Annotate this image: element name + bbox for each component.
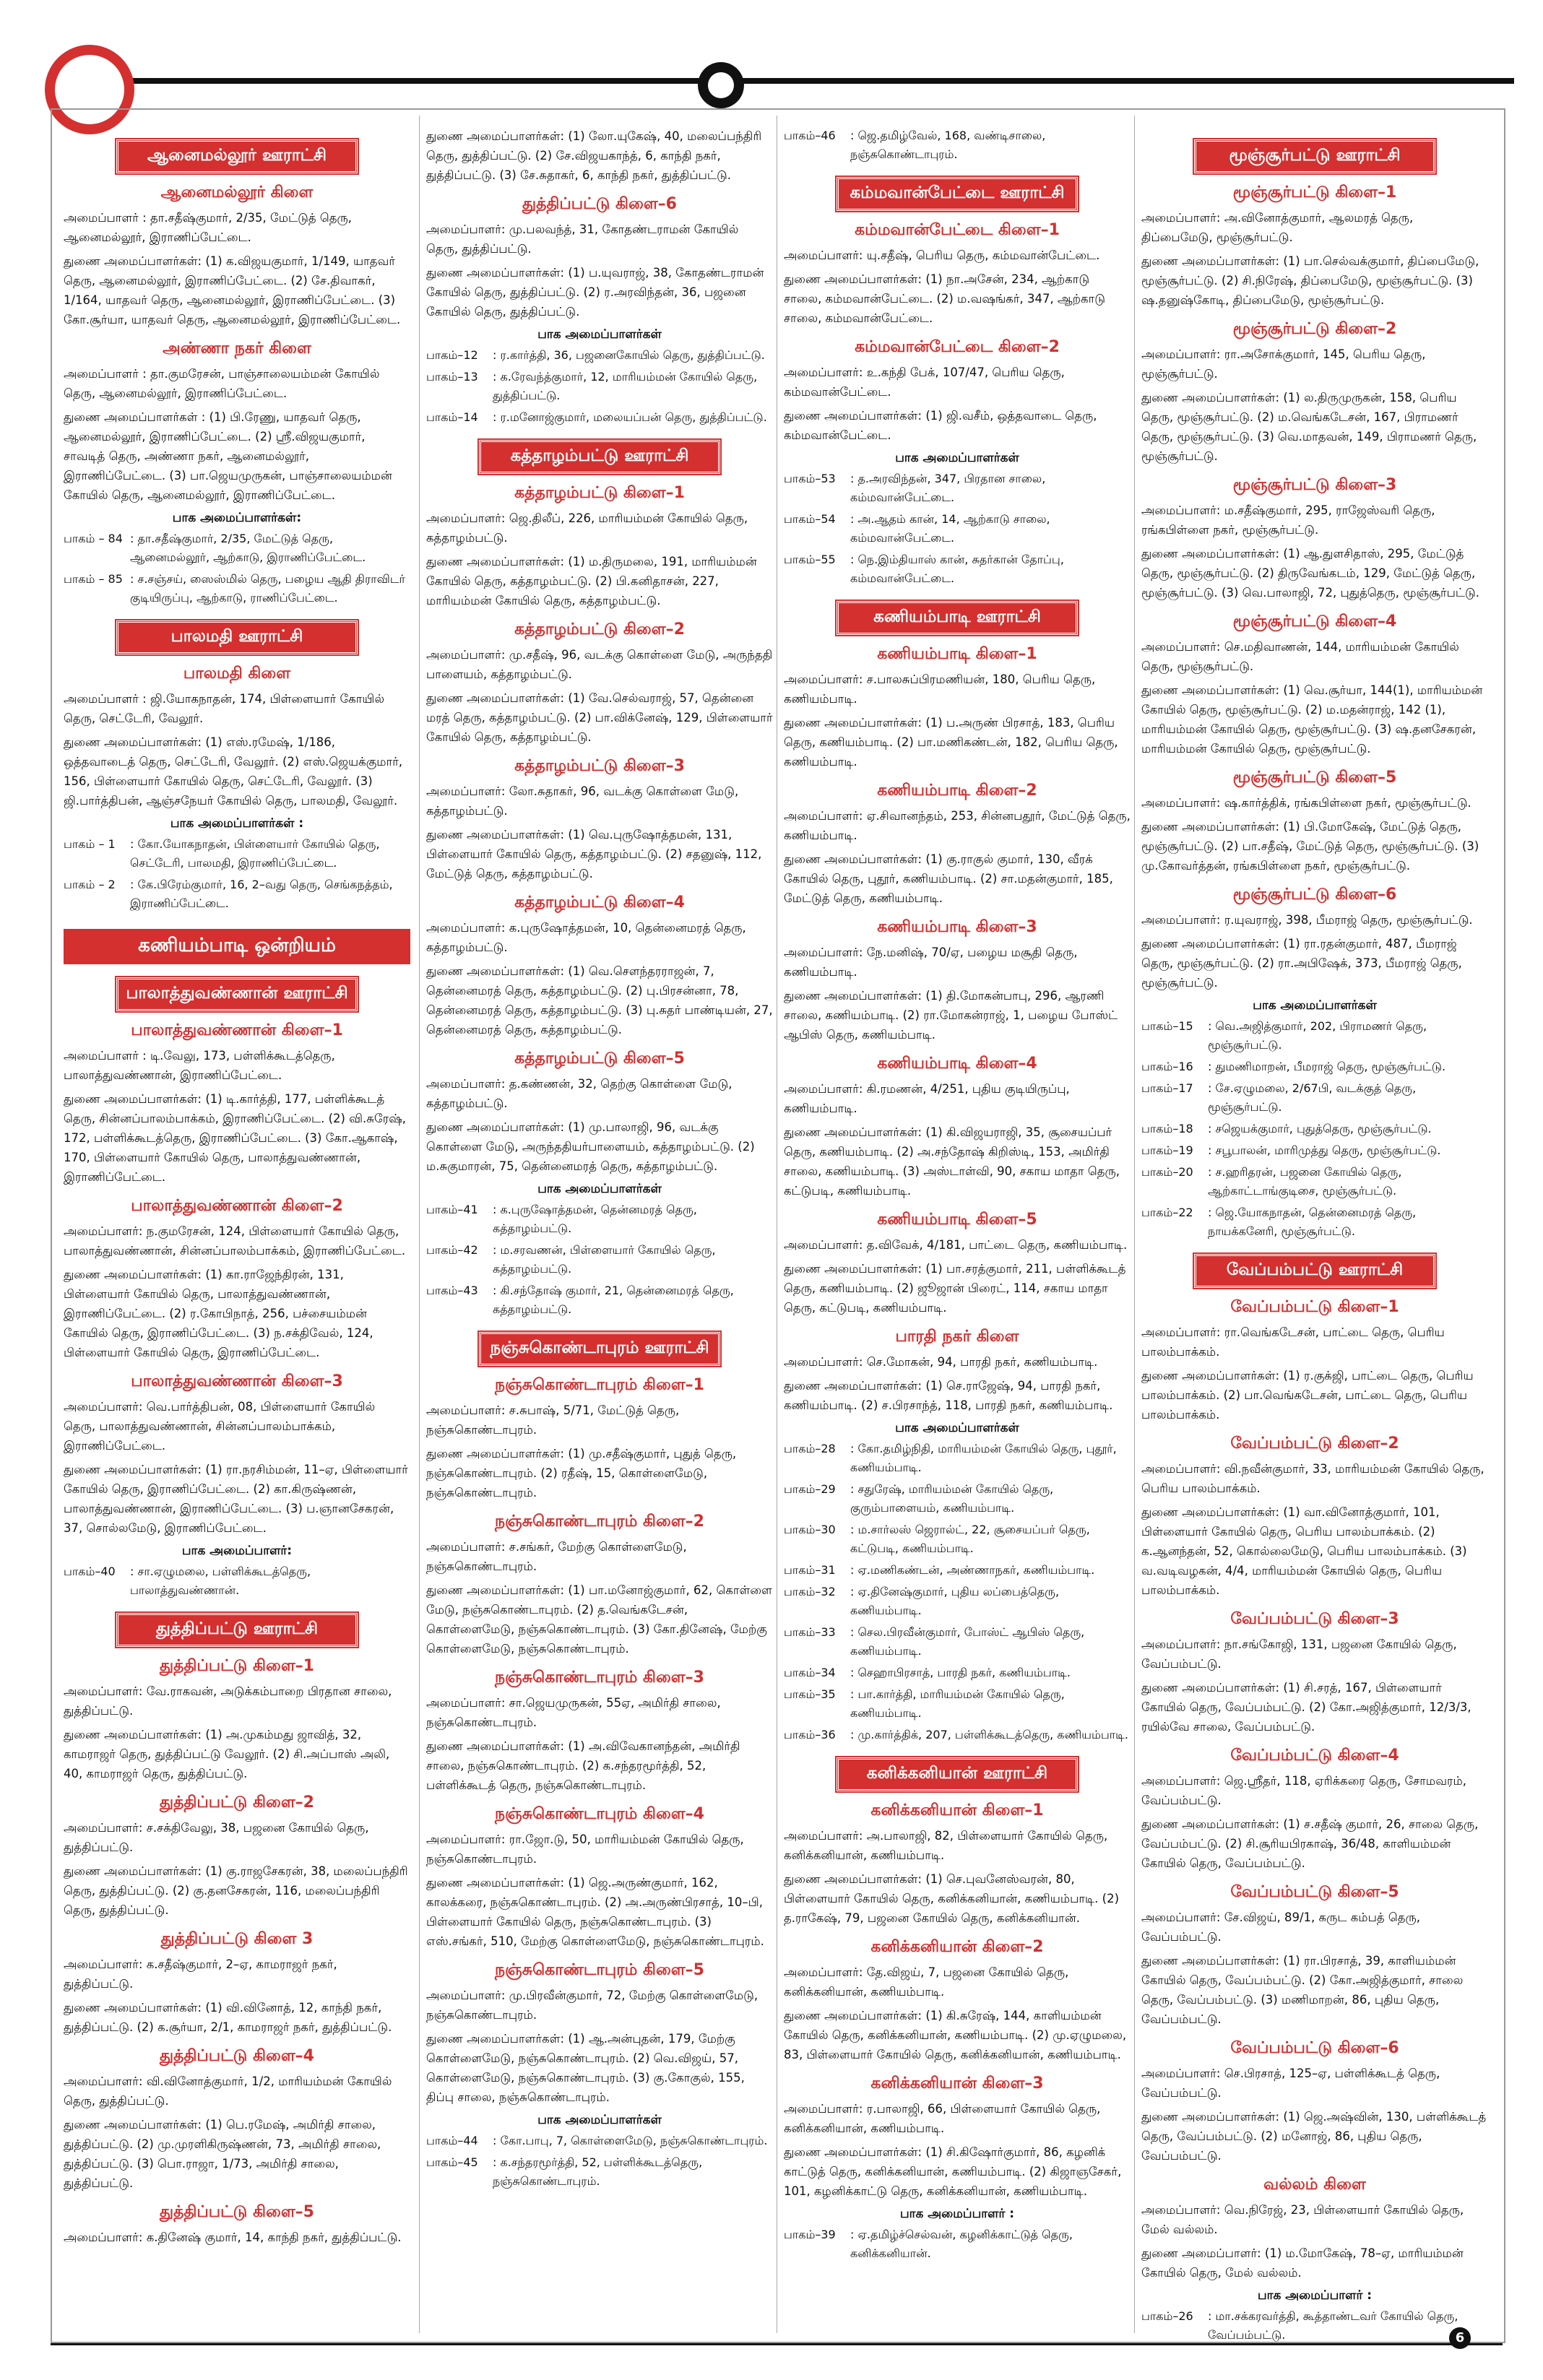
booth-number: பாகம்–32 — [784, 1585, 836, 1598]
booth-number: பாகம்–42 — [426, 1243, 478, 1257]
branch-heading: பாலமதி கிளை — [183, 665, 291, 683]
booth-number: பாகம்–53 — [784, 472, 836, 485]
deputy-organizers-entry: துணை அமைப்பாளர்கள்: (1) செ.ராஜேஷ், 94, பாரதி நகர், கணியம்பாடி. (2) ச.பிரசாந்த், 118, பாரதி நகர், கணியம்பாடி. — [784, 1379, 1113, 1412]
panchayat-heading: மூஞ்சூர்பட்டு ஊராட்சி — [1194, 139, 1435, 173]
booth-row — [1141, 1203, 1488, 1241]
deputy-organizers-entry: துணை அமைப்பாளர்கள்: (1) பா.செல்வக்குமார், திப்பைமேடு, மூஞ்சூர்பட்டு. (2) சி.நிரேஷ், திப்பைமேடு, மூஞ்சூர்பட்டு. (3) ஷ.தனுஷ்கோடி, திப்பைமேடு, மூஞ்சூர்பட்டு. — [1141, 254, 1479, 307]
booth-organizer: : ச.ஹரிதரன், பஜனை கோயில் தெரு, ஆற்காட்டாங்குடிசை, மூஞ்சூர்பட்டு. — [1208, 1165, 1402, 1198]
booth-organizer: : ஏ.தினேஷ்குமார், புதிய லப்பைத்தெரு, கணியம்பாடி. — [850, 1585, 1060, 1617]
column-divider — [1134, 116, 1135, 2333]
booth-organizer: : சஜெயக்குமார், புதுத்தெரு, மூஞ்சூர்பட்டு. — [1208, 1122, 1432, 1135]
organizer-entry: அமைப்பாளர்: தே.விஜய், 7, பஜனை கோயில் தெரு, கனிக்கனியான், கணியம்பாடி. — [784, 1965, 1069, 1999]
booth-row — [1141, 1120, 1488, 1138]
booth-number: பாகம்–36 — [784, 1728, 836, 1741]
branch-heading: துத்திப்பட்டு கிளை 3 — [160, 1930, 314, 1948]
booth-row — [426, 1241, 773, 1278]
panchayat-heading: கத்தாழம்பட்டு ஊராட்சி — [479, 440, 720, 474]
branch-heading: வேப்பம்பட்டு கிளை–3 — [1230, 1610, 1399, 1628]
organizer-entry: அமைப்பாளர்: உ.கந்தி பேக், 107/47, பெரிய தெரு, கம்மவான்பேட்டை. — [784, 365, 1065, 399]
organizer-entry: அமைப்பாளர்: ச.சுபாஷ், 5/71, மேட்டுத் தெரு, நஞ்சுகொண்டாபுரம். — [426, 1403, 680, 1437]
branch-heading: வேப்பம்பட்டு கிளை–2 — [1230, 1435, 1399, 1453]
deputy-organizers-entry: துணை அமைப்பாளர்கள்: (1) க.விஜயகுமார், 1/149, யாதவர் தெரு, ஆனைமல்லூர், இராணிப்பேட்டை. (2) சே.திவாகர், 1/164, யாதவர் தெரு, ஆனைமல்லூர், இராணிப்பேட்டை. (3) கோ.சூர்யா, யாதவர் தெரு, ஆனைமல்லூர், இராணிப்பேட்டை. — [64, 254, 401, 326]
branch-heading: பாலாத்துவண்ணான் கிளை–1 — [131, 1021, 343, 1039]
section-subheading: பாக அமைப்பாளர்கள் — [895, 451, 1019, 465]
booth-row — [1141, 1141, 1488, 1160]
deputy-organizers-entry: துணை அமைப்பாளர்கள்: (1) ஜி.வசீம், ஒத்தவாடை தெரு, கம்மவான்பேட்டை. — [784, 409, 1097, 442]
booth-organizer: : ர.கார்த்தி, 36, பஜனைகோயில் தெரு, துத்திப்பட்டு. — [493, 348, 765, 362]
deputy-organizers-entry: துணை அமைப்பாளர்கள்: (1) வே.செல்வராஜ், 57, தென்னை மரத் தெரு, கத்தாழம்பட்டு. (2) பா.விக்னேஷ், 129, பிள்ளையார் கோயில் தெரு, கத்தாழம்பட்டு. — [426, 691, 773, 744]
booth-number: பாகம்–30 — [784, 1523, 836, 1536]
organizer-entry: அமைப்பாளர்: சே.விஜய், 89/1, கருட கம்பத் தெரு, வேப்பம்பட்டு. — [1141, 1911, 1420, 1944]
organizer-entry: அமைப்பாளர்: ஜெ.ஸ்ரீதர், 118, ஏரிக்கரை தெரு, சோமவரம், வேப்பம்பட்டு. — [1141, 1774, 1467, 1807]
booth-organizer: : சா.ஏழுமலை, பள்ளிக்கூடத்தெரு, பாலாத்துவண்ணான். — [130, 1565, 311, 1597]
section-subheading: பாக அமைப்பாளர்கள் — [537, 2113, 662, 2127]
booth-number: பாகம்–41 — [426, 1203, 478, 1216]
booth-number: பாகம்–28 — [784, 1442, 836, 1455]
deputy-organizers-entry: துணை அமைப்பாளர்: (1) ம.மோகேஷ், 78–ஏ, மாரியம்மன் கோயில் தெரு, மேல் வல்லம். — [1141, 2246, 1464, 2280]
header-rule — [116, 78, 1514, 84]
booth-number: பாகம்–16 — [1141, 1060, 1193, 1073]
booth-row — [784, 1561, 1131, 1580]
booth-number: பாகம்–39 — [784, 2228, 836, 2241]
organizer-entry: அமைப்பாளர்: ரா.வெங்கடேசன், பாட்டை தெரு, பெரிய பாலம்பாக்கம். — [1141, 1325, 1445, 1359]
booth-number: பாகம்–31 — [784, 1563, 836, 1577]
deputy-organizers-entry: துணை அமைப்பாளர்கள்: (1) ஜெ.அருண்குமார், 162, காலக்கரை, நஞ்சுகொண்டாபுரம். (2) அ.அருண்பிரசாத், 10–பி, பிள்ளையார் கோயில் தெரு, நஞ்சுகொண்டாபுரம். (3) எஸ்.சங்கர், 510, மேற்கு கொள்ளைமேடு, நஞ்சுகொண்டாபுரம். — [426, 1876, 764, 1948]
branch-heading: நஞ்சுகொண்டாபுரம் கிளை–3 — [495, 1669, 704, 1687]
organizer-entry: அமைப்பாளர்: அ.வினோத்குமார், ஆலமரத் தெரு, திப்பைமேடு, மூஞ்சூர்பட்டு. — [1141, 211, 1414, 244]
deputy-organizers-entry: துணை அமைப்பாளர்கள்: (1) பெ.ரமேஷ், அமிர்தி சாலை, துத்திப்பட்டு. (2) மு.முரளிகிருஷ்ணன், 73, அமிர்தி சாலை, துத்திப்பட்டு. (3) பொ.ராஜா, 1/73, அமிர்தி சாலை, துத்திப்பட்டு. — [64, 2118, 381, 2190]
booth-organizer: : மா.சக்கரவர்த்தி, கூத்தாண்டவர் கோயில் தெரு, வேப்பம்பட்டு. — [1208, 2309, 1458, 2342]
booth-number: பாகம்–43 — [426, 1284, 478, 1297]
organizer-entry: அமைப்பாளர்: செ.மதிவாணன், 144, மாரியம்மன் கோயில் தெரு, மூஞ்சூர்பட்டு. — [1141, 640, 1459, 673]
booth-row — [426, 346, 773, 365]
section-subheading: பாக அமைப்பாளர்கள் — [1253, 998, 1377, 1013]
deputy-organizers-entry: துணை அமைப்பாளர்கள்: (1) அ.முகம்மது ஜாவித், 32, காமராஜர் தெரு, துத்திப்பட்டு வேலூர். (2) சி.அப்பாஸ் அலி, 40, காமராஜர் தெரு, துத்திப்பட்டு. — [64, 1728, 390, 1780]
booth-row — [426, 408, 773, 427]
branch-heading: மூஞ்சூர்பட்டு கிளை–4 — [1232, 613, 1397, 631]
booth-row — [1141, 2307, 1488, 2345]
branch-heading: கணியம்பாடி கிளை–4 — [877, 1055, 1037, 1073]
deputy-organizers-entry: துணை அமைப்பாளர்கள்: (1) சி.சரத், 167, பிள்ளையார் கோயில் தெரு, வேப்பம்பட்டு. (2) கோ.அஜித்குமார், 12/3/3, ரயில்வே சாலை, வேப்பம்பட்டு. — [1141, 1681, 1471, 1734]
deputy-organizers-entry: துணை அமைப்பாளர்கள்: (1) கா.ராஜேந்திரன், 131, பிள்ளையார் கோயில் தெரு, பாலாத்துவண்ணான், இராணிப்பேட்டை. (2) ர.கோபிநாத், 256, பச்சையம்மன் கோயில் தெரு, இராணிப்பேட்டை. (3) ந.சக்திவேல், 124, பிள்ளையார் கோயில் தெரு, இராணிப்பேட்டை. — [64, 1268, 373, 1359]
booth-row — [784, 469, 1131, 507]
deputy-organizers-entry: துணை அமைப்பாளர்கள்: (1) மு.பாலாஜி, 96, வடக்கு கொள்ளை மேடு, அருந்ததியர்பாளையம், கத்தாழம்பட்டு. (2) ம.சுகுமாரன், 75, தென்னைமரத் தெரு, கத்தாழம்பட்டு. — [426, 1120, 755, 1173]
deputy-organizers-entry: துணை அமைப்பாளர்கள்: (1) வா.வினோத்குமார், 101, பிள்ளையார் கோயில் தெரு, பெரிய பாலம்பாக்கம். (2) க.ஆனந்தன், 52, கொல்லைமேடு, பெரிய பாலம்பாக்கம். (3) வ.வடிவழகன், 4/4, மாரியம்மன் கோயில் தெரு, பெரிய பாலம்பாக்கம். — [1141, 1505, 1467, 1597]
booth-organizer: : கோ.யோகநாதன், பிள்ளையார் கோயில் தெரு, செட்டேரி, பாலமதி, இராணிப்பேட்டை. — [130, 837, 380, 870]
branch-heading: துத்திப்பட்டு கிளை–4 — [160, 2047, 314, 2065]
branch-heading: கனிக்கனியான் கிளை–3 — [870, 2074, 1044, 2093]
booth-number: பாகம்–44 — [426, 2134, 478, 2147]
deputy-organizers-entry: துணை அமைப்பாளர்கள்: (1) வெ.புருஷோத்தமன், 131, பிள்ளையார் கோயில் தெரு, கத்தாழம்பட்டு. (2) சதனுஷ், 112, மேட்டுத் தெரு, கத்தாழம்பட்டு. — [426, 828, 762, 880]
deputy-organizers-entry: துணை அமைப்பாளர்கள்: (1) மு.சதீஷ்குமார், புதுத் தெரு, நஞ்சுகொண்டாபுரம். (2) ரதீஷ், 15, கொள்ளைமேடு, நஞ்சுகொண்டாபுரம். — [426, 1447, 737, 1500]
branch-heading: மூஞ்சூர்பட்டு கிளை–3 — [1232, 476, 1397, 494]
deputy-organizers-entry: துணை அமைப்பாளர்கள்: (1) சி.கிஷோர்குமார், 86, கழனிக் காட்டுத் தெரு, கனிக்கனியான், கணியம்பாடி. (2) கிஜாஞசேகர், 101, கழனிக்காட்டு தெரு, கனிக்கனியான், கணியம்பாடி. — [784, 2145, 1122, 2198]
booth-organizer: : நெ.இம்தியாஸ் கான், சுதர்கான் தோப்பு, கம்மவான்பேட்டை. — [850, 553, 1064, 585]
booth-organizer: : ம.சரவணன், பிள்ளையார் கோயில் தெரு, கத்தாழம்பட்டு. — [493, 1243, 716, 1276]
booth-organizer: : சே.ஏழுமலை, 2/67பி, வடக்குத் தெரு, மூஞ்சூர்பட்டு. — [1208, 1081, 1417, 1114]
panchayat-heading: கம்மவான்பேட்டை ஊராட்சி — [837, 177, 1078, 211]
branch-heading: கணியம்பாடி கிளை–1 — [877, 645, 1037, 663]
branch-heading: மூஞ்சூர்பட்டு கிளை–6 — [1232, 886, 1397, 904]
branch-heading: துத்திப்பட்டு கிளை–1 — [160, 1657, 314, 1675]
booth-number: பாகம்–29 — [784, 1482, 836, 1496]
organizer-entry: அமைப்பாளர்: த.கண்ணன், 32, தெற்கு கொள்ளை மேடு, கத்தாழம்பட்டு. — [426, 1077, 732, 1110]
organizer-entry: அமைப்பாளர்: க.புருஷோத்தமன், 10, தென்னைமரத் தெரு, கத்தாழம்பட்டு. — [426, 921, 746, 954]
booth-organizer: : சதுரேஷ், மாரியம்மன் கோயில் தெரு, குரும்பாளையம், கணியம்பாடி. — [850, 1482, 1054, 1515]
booth-organizer: : ஜெ.தமிழ்வேல், 168, வண்டிசாலை, நஞ்சுகொண்டாபுரம். — [850, 129, 1046, 161]
booth-row — [784, 1726, 1131, 1744]
column-3 — [784, 126, 1131, 2266]
booth-number: பாகம்–12 — [426, 348, 478, 362]
organizer-entry: அமைப்பாளர்: செ.பிரசாத், 125–ஏ, பள்ளிக்கூடத் தெரு, வேப்பம்பட்டு. — [1141, 2067, 1440, 2100]
booth-organizer: : செல.பிரவீன்குமார், போஸ்ட் ஆபிஸ் தெரு, கணியம்பாடி. — [850, 1625, 1085, 1658]
booth-number: பாகம்–19 — [1141, 1143, 1193, 1157]
branch-heading: ஆனைமல்லூர் கிளை — [160, 183, 314, 202]
deputy-organizers-entry: துணை அமைப்பாளர்கள்: (1) ல.திருமுருகன், 158, பெரிய தெரு, மூஞ்சூர்பட்டு. (2) ம.வெங்கடேசன், 167, பிராமணர் தெரு, மூஞ்சூர்பட்டு. (3) வெ.மாதவன், 149, பிராமணர் தெரு, மூஞ்சூர்பட்டு. — [1141, 391, 1477, 463]
booth-organizer: : ஜெ.யோகநாதன், தென்னைமரத் தெரு, நாயக்கனேரி, மூஞ்சூர்பட்டு. — [1208, 1206, 1417, 1238]
branch-heading: கணியம்பாடி கிளை–5 — [877, 1211, 1037, 1229]
organizer-entry: அமைப்பாளர்: ம.சதீஷ்குமார், 295, ராஜேஸ்வரி தெரு, ரங்கபிள்ளை நகர், மூஞ்சூர்பட்டு. — [1141, 503, 1435, 537]
organizer-entry: அமைப்பாளர்: நா.சங்கோஜி, 131, பஜனை கோயில் தெரு, வேப்பம்பட்டு. — [1141, 1637, 1457, 1671]
booth-row — [426, 1281, 773, 1319]
column-divider — [419, 116, 420, 2333]
booth-number: பாகம்–33 — [784, 1625, 836, 1639]
branch-heading: கத்தாழம்பட்டு கிளை–2 — [514, 620, 685, 639]
booth-number: பாகம்–26 — [1141, 2309, 1193, 2323]
logo-center — [708, 72, 734, 98]
organizer-entry: அமைப்பாளர்: வெ.நிரேஜ், 23, பிள்ளையார் கோயில் தெரு, மேல் வல்லம். — [1141, 2203, 1464, 2236]
organizer-entry: அமைப்பாளர்: வெ.பார்த்திபன், 08, பிள்ளையார் கோயில் தெரு, பாலாத்துவண்ணான், சின்னப்பாலம்பாக்கம், இராணிப்பேட்டை. — [64, 1400, 376, 1453]
column-4 — [1141, 126, 1488, 2347]
section-subheading: பாக அமைப்பாளர்கள் — [537, 1182, 662, 1196]
branch-heading: பாரதி நகர் கிளை — [895, 1328, 1019, 1346]
booth-row — [784, 126, 1131, 164]
organizer-entry: அமைப்பாளர் : தா.குமரேசன், பாஞ்சாலையம்மன் கோயில் தெரு, ஆனைமல்லூர், இராணிப்பேட்டை. — [64, 367, 380, 400]
branch-heading: துத்திப்பட்டு கிளை–6 — [522, 195, 677, 213]
branch-heading: துத்திப்பட்டு கிளை–5 — [160, 2203, 314, 2221]
deputy-organizers-entry: துணை அமைப்பாளர்கள்: (1) ச.சதீஷ் குமார், 26, சாலை தெரு, வேப்பம்பட்டு. (2) சி.சூரியபிரகாஷ், 36/48, காளியம்மன் கோயில் தெரு, வேப்பம்பட்டு. — [1141, 1817, 1479, 1870]
organizer-entry: அமைப்பாளர் : ஜி.யோகநாதன், 174, பிள்ளையார் கோயில் தெரு, செட்டேரி, வேலூர். — [64, 692, 385, 725]
branch-heading: கத்தாழம்பட்டு கிளை–1 — [514, 484, 685, 502]
section-subheading: பாக அமைப்பாளர்கள் — [537, 327, 662, 342]
organizer-entry: அமைப்பாளர்: சா.ஜெயமுருகன், 55ஏ, அமிர்தி சாலை, நஞ்சுகொண்டாபுரம். — [426, 1696, 721, 1729]
panchayat-heading: கணியம்பாடி ஊராட்சி — [837, 601, 1078, 635]
booth-row — [64, 1562, 410, 1600]
booth-row — [784, 2225, 1131, 2263]
deputy-organizers-entry: துணை அமைப்பாளர்கள்: (1) ரா.ரதன்குமார், 487, பீமராஜ் தெரு, மூஞ்சூர்பட்டு. (2) ரா.அபிஷேக், 373, பீமராஜ் தெரு, மூஞ்சூர்பட்டு. — [1141, 937, 1462, 990]
organizer-entry: அமைப்பாளர்: நே.மனிஷ், 70/ஏ, பழைய மசூதி தெரு, கணியம்பாடி. — [784, 945, 1078, 979]
branch-heading: மூஞ்சூர்பட்டு கிளை–5 — [1232, 769, 1397, 787]
branch-heading: கனிக்கனியான் கிளை–2 — [870, 1938, 1044, 1956]
deputy-organizers-entry: துணை அமைப்பாளர்கள்: (1) ர.குக்ஜி, பாட்டை தெரு, பெரிய பாலம்பாக்கம். (2) பா.வெங்கடேசன், பாட்டை தெரு, பெரிய பாலம்பாக்கம். — [1141, 1369, 1474, 1421]
booth-number: பாகம்–45 — [426, 2155, 478, 2169]
deputy-organizers-entry: துணை அமைப்பாளர்கள்: (1) செ.புவனேஸ்வரன், 80, பிள்ளையார் கோயில் தெரு, கனிக்கனியான், கணியம்பாடி. (2) த.ராகேஷ், 79, பஜனை கோயில் தெரு, கனிக்கனியான். — [784, 1872, 1120, 1925]
footer-rule — [51, 2343, 1503, 2345]
organizer-entry: அமைப்பாளர்: மு.பிரவீன்குமார், 72, மேற்கு கொள்ளைமேடு, நஞ்சுகொண்டாபுரம். — [426, 1989, 758, 2022]
organizer-entry: அமைப்பாளர்: வே.ராகவன், அடுக்கம்பாறை பிரதான சாலை, துத்திப்பட்டு. — [64, 1684, 392, 1718]
branch-heading: கணியம்பாடி கிளை–3 — [877, 918, 1037, 936]
booth-number: பாகம்–55 — [784, 553, 836, 566]
organizer-entry: அமைப்பாளர்: ஷ.கார்த்திக், ரங்கபிள்ளை நகர், மூஞ்சூர்பட்டு. — [1141, 796, 1471, 810]
branch-heading: கத்தாழம்பட்டு கிளை–3 — [514, 757, 685, 775]
booth-organizer: : துமணிமாறன், பீமராஜ் தெரு, மூஞ்சூர்பட்டு. — [1208, 1060, 1446, 1073]
deputy-organizers-entry: துணை அமைப்பாளர்கள்: (1) வெ.சூர்யா, 144(1), மாரியம்மன் கோயில் தெரு, மூஞ்சூர்பட்டு. (2) ம.மதன்ராஜ், 142 (1), மாரியம்மன் கோயில் தெரு, மூஞ்சூர்பட்டு. (3) ஷ.தனசேகரன், மாரியம்மன் கோயில் தெரு, மூஞ்சூர்பட்டு. — [1141, 683, 1483, 756]
booth-row — [784, 510, 1131, 548]
booth-organizer: : வெ.அஜித்குமார், 202, பிராமணர் தெரு, மூஞ்சூர்பட்டு. — [1208, 1019, 1427, 1052]
deputy-organizers-entry: துணை அமைப்பாளர்கள்: (1) பா.சரத்குமார், 211, பள்ளிக்கூடத் தெரு, கணியம்பாடி. (2) ஜூஜான் பிரைட், 114, சகாய மாதா தெரு, கட்டுபடி, கணியம்பாடி. — [784, 1262, 1126, 1315]
booth-number: பாகம்–34 — [784, 1666, 836, 1679]
booth-row — [784, 1663, 1131, 1682]
column-2 — [426, 126, 773, 2194]
booth-number: பாகம்–20 — [1141, 1165, 1193, 1179]
branch-heading: வேப்பம்பட்டு கிளை–5 — [1230, 1883, 1399, 1901]
page-number: 6 — [1449, 2327, 1471, 2349]
booth-number: பாகம் – 85 — [64, 572, 123, 586]
booth-number: பாகம்–22 — [1141, 1206, 1193, 1219]
booth-number: பாகம்–17 — [1141, 1081, 1193, 1095]
section-subheading: பாக அமைப்பாளர் : — [899, 2207, 1015, 2221]
organizer-entry: அமைப்பாளர்: மு.பலவந்த், 31, கோதண்டராமன் கோயில் தெரு, துத்திப்பட்டு. — [426, 222, 739, 256]
deputy-organizers-entry: துணை அமைப்பாளர்கள் : (1) பி.ரேணு, யாதவர் தெரு, ஆனைமல்லூர், இராணிப்பேட்டை. (2) ஸ்ரீ.விஜயகுமார், சாவடித் தெரு, அண்ணா நகர், ஆனைமல்லூர், இராணிப்பேட்டை. (3) பா.ஜெயமுருகன், பாஞ்சாலையம்மன் கோயில் தெரு, ஆனைமல்லூர், இராணிப்பேட்டை. — [64, 410, 392, 502]
organizer-entry: அமைப்பாளர்: ச.சக்திவேலு, 38, பஜனை கோயில் தெரு, துத்திப்பட்டு. — [64, 1821, 369, 1854]
section-subheading: பாக அமைப்பாளர்கள் — [895, 1421, 1019, 1435]
booth-row — [1141, 1057, 1488, 1076]
deputy-organizers-entry: துணை அமைப்பாளர்கள்: (1) கு.ராஜசேகரன், 38, மலைப்பந்திரி தெரு, துத்திப்பட்டு. (2) கு.தனசேகரன், 116, மலைப்பந்திரி தெரு, துத்திப்பட்டு. — [64, 1864, 408, 1917]
panchayat-heading: பாலமதி ஊராட்சி — [116, 620, 358, 654]
organizer-entry: அமைப்பாளர் : டி.வேலு, 173, பள்ளிக்கூடத்தெரு, பாலாத்துவண்ணான், இராணிப்பேட்டை. — [64, 1049, 335, 1082]
branch-heading: மூஞ்சூர்பட்டு கிளை–2 — [1232, 320, 1397, 338]
deputy-organizers-entry: துணை அமைப்பாளர்கள்: (1) ப.யுவராஜ், 38, கோதண்டராமன் கோயில் தெரு, துத்திப்பட்டு. (2) ர.அரவிந்தன், 36, பஜனை கோயில் தெரு, துத்திப்பட்டு. — [426, 266, 764, 319]
booth-number: பாகம் – 1 — [64, 837, 116, 851]
section-subheading: பாக அமைப்பாளர்: — [181, 1544, 293, 1558]
branch-heading: வல்லம் கிளை — [1263, 2176, 1366, 2194]
booth-organizer: : ஏ.மணிகண்டன், அண்ணாநகர், கணியம்பாடி. — [850, 1563, 1095, 1577]
booth-number: பாகம்–40 — [64, 1565, 116, 1578]
booth-number: பாகம்–54 — [784, 512, 836, 526]
panchayat-heading: பாலாத்துவண்ணான் ஊராட்சி — [116, 977, 358, 1011]
booth-row — [784, 1685, 1131, 1723]
booth-organizer: : தா.சதீஷ்குமார், 2/35, மேட்டுத் தெரு, ஆனைமல்லூர், ஆற்காடு, இராணிப்பேட்டை. — [130, 532, 366, 564]
section-subheading: பாக அமைப்பாளர்கள் : — [170, 816, 304, 831]
organizer-entry: அமைப்பாளர் : தா.சதீஷ்குமார், 2/35, மேட்டுத் தெரு, ஆனைமல்லூர், இராணிப்பேட்டை. — [64, 211, 353, 244]
booth-organizer: : த.அரவிந்தன், 347, பிரதான சாலை, கம்மவான்பேட்டை. — [850, 472, 1046, 504]
panchayat-heading: கனிக்கனியான் ஊராட்சி — [837, 1757, 1078, 1791]
booth-organizer: : பா.கார்த்தி, மாரியம்மன் கோயில் தெரு, கணியம்பாடி. — [850, 1687, 1065, 1720]
booth-organizer: : ம.சார்லஸ் ஜெரால்ட், 22, சூசையப்பர் தெரு, கட்டுபடி, கணியம்பாடி. — [850, 1523, 1090, 1555]
booth-number: பாகம் – 84 — [64, 532, 123, 545]
deputy-organizers-entry: துணை அமைப்பாளர்கள்: (1) கி.சுரேஷ், 144, காளியம்மன் கோயில் தெரு, கனிக்கனியான், கணியம்பாடி. (2) மு.ஏழுமலை, 83, பிள்ளையார் கோயில் தெரு, கனிக்கனியான், கணியம்பாடி. — [784, 2009, 1127, 2061]
booth-organizer: : க.புருஷோத்தமன், தென்னமரத் தெரு, கத்தாழம்பட்டு. — [493, 1203, 697, 1235]
deputy-organizers-entry: துணை அமைப்பாளர்கள்: (1) பா.மனோஜ்குமார், 62, கொள்ளை மேடு, நஞ்சுகொண்டாபுரம். (2) த.வெங்கடேசன், கொள்ளைமேடு, நஞ்சுகொண்டாபுரம். (3) கோ.தினேஷ், மேற்கு கொள்ளைமேடு, நஞ்சுகொண்டாபுரம். — [426, 1583, 772, 1656]
booth-number: பாகம்–18 — [1141, 1122, 1193, 1135]
branch-heading: நஞ்சுகொண்டாபுரம் கிளை–5 — [495, 1961, 704, 1979]
branch-heading: கத்தாழம்பட்டு கிளை–4 — [514, 893, 685, 912]
booth-number: பாகம்–13 — [426, 370, 478, 384]
booth-row — [64, 875, 410, 913]
booth-organizer: : கோ.தமிழ்நிதி, மாரியம்மன் கோயில் தெரு, புதூர், கணியம்பாடி. — [850, 1442, 1117, 1474]
booth-organizer: : க.சந்தரமூர்த்தி, 52, பள்ளிக்கூடத்தெரு, நஞ்சுகொண்டாபுரம். — [493, 2155, 703, 2188]
deputy-organizers-entry: துணை அமைப்பாளர்கள்: (1) லோ.யுகேஷ், 40, மலைப்பந்திரி தெரு, துத்திப்பட்டு. (2) சே.விஜயகாந்த், 6, காந்தி நகர், துத்திப்பட்டு. (3) சே.சுதாகர், 6, காந்தி நகர், துத்திப்பட்டு. — [426, 129, 762, 182]
booth-row — [1141, 1163, 1488, 1200]
branch-heading: பாலாத்துவண்ணான் கிளை–2 — [131, 1197, 343, 1215]
organizer-entry: அமைப்பாளர்: கி.ரமணன், 4/251, புதிய குடியிருப்பு, கணியம்பாடி. — [784, 1082, 1070, 1115]
panchayat-heading: வேப்பம்பட்டு ஊராட்சி — [1194, 1254, 1435, 1288]
booth-row — [784, 1520, 1131, 1558]
branch-heading: மூஞ்சூர்பட்டு கிளை–1 — [1232, 183, 1397, 202]
organizer-entry: அமைப்பாளர்: வி.நவீன்குமார், 33, மாரியம்மன் கோயில் தெரு, பெரிய பாலம்பாக்கம். — [1141, 1462, 1484, 1495]
deputy-organizers-entry: துணை அமைப்பாளர்கள்: (1) பி.மோகேஷ், மேட்டுத் தெரு, மூஞ்சூர்பட்டு. (2) பா.சதீஷ், மேட்டுத் தெரு, மூஞ்சூர்பட்டு. (3) மு.கோவர்த்தன், ரங்கபிள்ளை நகர், மூஞ்சூர்பட்டு. — [1141, 820, 1479, 873]
organizer-entry: அமைப்பாளர்: அ.பாலாஜி, 82, பிள்ளையார் கோயில் தெரு, கனிக்கனியான், கணியம்பாடி. — [784, 1829, 1108, 1862]
booth-row — [784, 1623, 1131, 1661]
booth-row — [426, 2153, 773, 2191]
organizer-entry: அமைப்பாளர்: ந.குமரேசன், 124, பிள்ளையார் கோயில் தெரு, பாலாத்துவண்ணான், சின்னப்பாலம்பாக்கம், இராணிப்பேட்டை. — [64, 1224, 406, 1258]
booth-organizer: : ஏ.தமிழ்ச்செல்வன், கழனிக்காட்டுத் தெரு, கனிக்கனியான். — [850, 2228, 1073, 2260]
booth-row — [1141, 1017, 1488, 1055]
deputy-organizers-entry: துணை அமைப்பாளர்கள்: (1) ஆ.அன்புதன், 179, மேற்கு கொள்ளைமேடு, நஞ்சுகொண்டாபுரம். (2) வெ.விஜய், 57, கொள்ளைமேடு, நஞ்சுகொண்டாபுரம். (3) கு.கோகுல், 155, திப்பு சாலை, நஞ்சுகொண்டாபுரம். — [426, 2032, 745, 2104]
booth-organizer: : கே.பிரேம்குமார், 16, 2–வது தெரு, செங்கநத்தம், இராணிப்பேட்டை. — [130, 878, 393, 910]
organizer-entry: அமைப்பாளர்: ர.பாலாஜி, 66, பிள்ளையார் கோயில் தெரு, கனிக்கனியான், கணியம்பாடி. — [784, 2102, 1101, 2135]
panchayat-heading: நஞ்சுகொண்டாபுரம் ஊராட்சி — [479, 1332, 720, 1366]
booth-organizer: : க.ரேவந்த்குமார், 12, மாரியம்மன் கோயில் தெரு, துத்திப்பட்டு. — [493, 370, 758, 402]
deputy-organizers-entry: துணை அமைப்பாளர்கள்: (1) கு.ராகுல் குமார், 130, வீரக் கோயில் தெரு, புதூர், கணியம்பாடி. (2) சா.மதன்குமார், 185, மேட்டுத் தெரு, கணியம்பாடி. — [784, 852, 1113, 905]
union-heading: கணியம்பாடி ஒன்றியம் — [64, 929, 410, 964]
organizer-entry: அமைப்பாளர்: க.சதீஷ்குமார், 2–ஏ, காமராஜர் நகர், துத்திப்பட்டு. — [64, 1957, 337, 1991]
booth-number: பாகம்–15 — [1141, 1019, 1193, 1033]
branch-heading: வேப்பம்பட்டு கிளை–4 — [1230, 1747, 1399, 1765]
panchayat-heading: துத்திப்பட்டு ஊராட்சி — [116, 1613, 358, 1647]
organizer-entry: அமைப்பாளர்: ச.சங்கர், மேற்கு கொள்ளைமேடு, நஞ்சுகொண்டாபுரம். — [426, 1540, 687, 1573]
branch-heading: கணியம்பாடி கிளை–2 — [877, 782, 1037, 800]
booth-row — [64, 529, 410, 567]
booth-organizer: : மு.கார்த்திக், 207, பள்ளிக்கூடத்தெரு, கணியம்பாடி. — [850, 1728, 1128, 1741]
booth-organizer: : ச.சஞ்சய், ஸைஸ்மில் தெரு, பழைய ஆதி திராவிடர் குடியிருப்பு, ஆற்காடு, ராணிப்பேட்டை. — [130, 572, 405, 605]
deputy-organizers-entry: துணை அமைப்பாளர்கள்: (1) நா.அசேன், 234, ஆற்காடு சாலை, கம்மவான்பேட்டை. (2) ம.வஷங்கர், 347, ஆற்காடு சாலை, கம்மவான்பேட்டை. — [784, 272, 1105, 325]
deputy-organizers-entry: துணை அமைப்பாளர்கள்: (1) ஆ.துளசிதாஸ், 295, மேட்டுத் தெரு, மூஞ்சூர்பட்டு. (2) திருவேங்கடம், 129, மேட்டுத் தெரு, மூஞ்சூர்பட்டு. (3) வெ.பாலாஜி, 72, புதுத்தெரு, மூஞ்சூர்பட்டு. — [1141, 547, 1479, 600]
booth-row — [64, 570, 410, 607]
branch-heading: நஞ்சுகொண்டாபுரம் கிளை–4 — [495, 1805, 704, 1823]
organizer-entry: அமைப்பாளர்: த.விவேக், 4/181, பாட்டை தெரு, கணியம்பாடி. — [784, 1238, 1128, 1252]
booth-number: பாகம் – 2 — [64, 878, 116, 891]
booth-row — [784, 550, 1131, 588]
branch-heading: வேப்பம்பட்டு கிளை–1 — [1230, 1298, 1399, 1316]
booth-organizer: : செஹாபிரசாத், பாரதி நகர், கணியம்பாடி. — [850, 1666, 1071, 1679]
organizer-entry: அமைப்பாளர்: ச.பாலசுப்பிரமணியன், 180, பெரிய தெரு, கணியம்பாடி. — [784, 672, 1096, 706]
organizer-entry: அமைப்பாளர்: செ.மோகன், 94, பாரதி நகர், கணியம்பாடி. — [784, 1355, 1098, 1369]
deputy-organizers-entry: துணை அமைப்பாளர்கள்: (1) எஸ்.ரமேஷ், 1/186, ஒத்தவாடைத் தெரு, செட்டேரி, வேலூர். (2) எஸ்.ஜெயக்குமார், 156, பிள்ளையார் கோயில் தெரு, செட்டேரி, வேலூர். (3) ஜி.பார்த்திபன், ஆஞ்சநேயர் கோயில் தெரு, பாலமதி, வேலூர். — [64, 735, 403, 808]
panchayat-heading: ஆனைமல்லூர் ஊராட்சி — [116, 139, 358, 173]
booth-row — [784, 1480, 1131, 1518]
deputy-organizers-entry: துணை அமைப்பாளர்கள்: (1) ரா.நரசிம்மன், 11–ஏ, பிள்ளையார் கோயில் தெரு, இராணிப்பேட்டை. (2) கா.கிருஷ்ணன், பாலாத்துவண்ணான், இராணிப்பேட்டை. (3) ப.ஞானசேகரன், 37, சொல்லமேடு, இராணிப்பேட்டை. — [64, 1463, 408, 1535]
section-subheading: பாக அமைப்பாளர்கள்: — [172, 511, 302, 525]
deputy-organizers-entry: துணை அமைப்பாளர்கள்: (1) ப.அருண் பிரசாத், 183, பெரிய தெரு, கணியம்பாடி. (2) பா.மணிகண்டன், 182, பெரிய தெரு, கணியம்பாடி. — [784, 716, 1118, 769]
booth-row — [784, 1583, 1131, 1620]
booth-number: பாகம்–14 — [426, 410, 478, 424]
deputy-organizers-entry: துணை அமைப்பாளர்கள்: (1) கி.விஜயராஜி, 35, சூசையப்பர் தெரு, கணியம்பாடி. (2) அ.சந்தோஷ் கிறிஸ்டி, 153, அமிர்தி சாலை, கணியம்பாடி. (3) அஸ்டாள்வி, 90, சகாய மாதா தெரு, கட்டுபடி, கணியம்பாடி. — [784, 1125, 1120, 1198]
booth-row — [426, 2132, 773, 2150]
deputy-organizers-entry: துணை அமைப்பாளர்கள்: (1) டி.கார்த்தி, 177, பள்ளிக்கூடத் தெரு, சின்னப்பாலம்பாக்கம், இராணிப்பேட்டை. (2) வி.சுரேஷ், 172, பள்ளிக்கூடத்தெரு, இராணிப்பேட்டை. (3) கோ.ஆகாஷ், 170, பிள்ளையார் கோயில் தெரு, பாலாத்துவண்ணான், இராணிப்பேட்டை. — [64, 1092, 406, 1184]
booth-row — [426, 1200, 773, 1238]
organizer-entry: அமைப்பாளர்: ரா.அசோக்குமார், 145, பெரிய தெரு, மூஞ்சூர்பட்டு. — [1141, 347, 1426, 381]
branch-heading: கம்மவான்பேட்டை கிளை–1 — [855, 221, 1060, 239]
organizer-entry: அமைப்பாளர்: யு.சதீஷ், பெரிய தெரு, கம்மவான்பேட்டை. — [784, 248, 1100, 262]
branch-heading: பாலாத்துவண்ணான் கிளை–3 — [131, 1372, 343, 1390]
booth-number: பாகம்–35 — [784, 1687, 836, 1701]
deputy-organizers-entry: துணை அமைப்பாளர்கள்: (1) ரா.பிரசாத், 39, காளியம்மன் கோயில் தெரு, வேப்பம்பட்டு. (2) கோ.அஜித்குமார், சாலை தெரு, வேப்பம்பட்டு. (3) மணிமாறன், 86, புதிய தெரு, வேப்பம்பட்டு. — [1141, 1954, 1464, 2026]
organizer-entry: அமைப்பாளர்: ஏ.சிவானந்தம், 253, சின்னபதூர், மேட்டுத் தெரு, கணியம்பாடி. — [784, 809, 1131, 842]
booth-number: பாகம்–46 — [784, 129, 836, 142]
organizer-entry: அமைப்பாளர்: ர.யுவராஜ், 398, பீமராஜ் தெரு, மூஞ்சூர்பட்டு. — [1141, 913, 1473, 927]
booth-row — [64, 835, 410, 873]
deputy-organizers-entry: துணை அமைப்பாளர்கள்: (1) வெ.சௌந்தரராஜன், 7, தென்னைமரத் தெரு, கத்தாழம்பட்டு. (2) பு.பிரசன்னா, 78, தென்னைமரத் தெரு, கத்தாழம்பட்டு. (3) பு.சுதர் பாண்டியன், 27, தென்னைமரத் தெரு, கத்தாழம்பட்டு. — [426, 964, 773, 1037]
column-1 — [64, 126, 410, 2251]
deputy-organizers-entry: துணை அமைப்பாளர்கள்: (1) ம.திருமலை, 191, மாரியம்மன் கோயில் தெரு, கத்தாழம்பட்டு. (2) பி.கனிதாசன், 227, மாரியம்மன் கோயில் தெரு, கத்தாழம்பட்டு. — [426, 555, 757, 607]
organizer-entry: அமைப்பாளர்: க.தினேஷ் குமார், 14, காந்தி நகர், துத்திப்பட்டு. — [64, 2230, 402, 2244]
deputy-organizers-entry: துணை அமைப்பாளர்கள்: (1) அ.விவேகானந்தன், அமிர்தி சாலை, நஞ்சுகொண்டாபுரம். (2) க.சந்தரமூர்த்தி, 52, பள்ளிக்கூடத் தெரு, நஞ்சுகொண்டாபுரம். — [426, 1739, 740, 1792]
branch-heading: கத்தாழம்பட்டு கிளை–5 — [514, 1050, 685, 1068]
organizer-entry: அமைப்பாளர்: ரா.ஜோ.டு, 50, மாரியம்மன் கோயில் தெரு, நஞ்சுகொண்டாபுரம். — [426, 1832, 744, 1866]
deputy-organizers-entry: துணை அமைப்பாளர்கள்: (1) வி.வினோத், 12, காந்தி நகர், துத்திப்பட்டு. (2) க.சூர்யா, 2/1, காமராஜர் நகர், துத்திப்பட்டு. — [64, 2001, 392, 2034]
branch-heading: அண்ணா நகர் கிளை — [163, 339, 311, 358]
branch-heading: நஞ்சுகொண்டாபுரம் கிளை–2 — [495, 1513, 704, 1531]
deputy-organizers-entry: துணை அமைப்பாளர்கள்: (1) தி.மோகன்பாபு, 296, ஆரணி சாலை, கணியம்பாடி. (2) ரா.மோகன்ராஜ், 1, பழைய போஸ்ட் ஆபிஸ் தெரு, கணியம்பாடி. — [784, 989, 1118, 1042]
booth-row — [1141, 1079, 1488, 1117]
booth-organizer: : சபூபாலன், மாரிமுத்து தெரு, மூஞ்சூர்பட்டு. — [1208, 1143, 1441, 1157]
organizer-entry: அமைப்பாளர்: மு.சதீஷ், 96, வடக்கு கொள்ளை மேடு, அருந்ததி பாளையம், கத்தாழம்பட்டு. — [426, 648, 773, 681]
section-subheading: பாக அமைப்பாளர் : — [1257, 2288, 1373, 2303]
booth-organizer: : கோ.பாபு, 7, கொள்ளைமேடு, நஞ்சுகொண்டாபுரம். — [493, 2134, 768, 2147]
booth-row — [784, 1440, 1131, 1477]
deputy-organizers-entry: துணை அமைப்பாளர்கள்: (1) ஜெ.அஷ்வின், 130, பள்ளிக்கூடத் தெரு, வேப்பம்பட்டு. (2) மனோஜ், 86, புதிய தெரு, வேப்பம்பட்டு. — [1141, 2110, 1487, 2163]
branch-heading: நஞ்சுகொண்டாபுரம் கிளை–1 — [495, 1376, 704, 1394]
booth-organizer: : ர.மனோஜ்குமார், மலையப்பன் தெரு, துத்திப்பட்டு. — [493, 410, 767, 424]
booth-organizer: : அ.ஆதம் கான், 14, ஆற்காடு சாலை, கம்மவான்பேட்டை. — [850, 512, 1050, 545]
booth-row — [426, 368, 773, 405]
branch-heading: கனிக்கனியான் கிளை–1 — [870, 1801, 1044, 1819]
branch-heading: கம்மவான்பேட்டை கிளை–2 — [855, 338, 1060, 356]
organizer-entry: அமைப்பாளர்: லோ.சுதாகர், 96, வடக்கு கொள்ளை மேடு, கத்தாழம்பட்டு. — [426, 784, 739, 818]
booth-organizer: : கி.சந்தோஷ் குமார், 21, தென்னைமரத் தெரு, கத்தாழம்பட்டு. — [493, 1284, 734, 1316]
organizer-entry: அமைப்பாளர்: ஜெ.திலீப், 226, மாரியம்மன் கோயில் தெரு, கத்தாழம்பட்டு. — [426, 511, 748, 545]
branch-heading: வேப்பம்பட்டு கிளை–6 — [1230, 2039, 1399, 2057]
branch-heading: துத்திப்பட்டு கிளை–2 — [160, 1793, 314, 1812]
organizer-entry: அமைப்பாளர்: வி.வினோத்குமார், 1/2, மாரியம்மன் கோயில் தெரு, துத்திப்பட்டு. — [64, 2074, 392, 2108]
